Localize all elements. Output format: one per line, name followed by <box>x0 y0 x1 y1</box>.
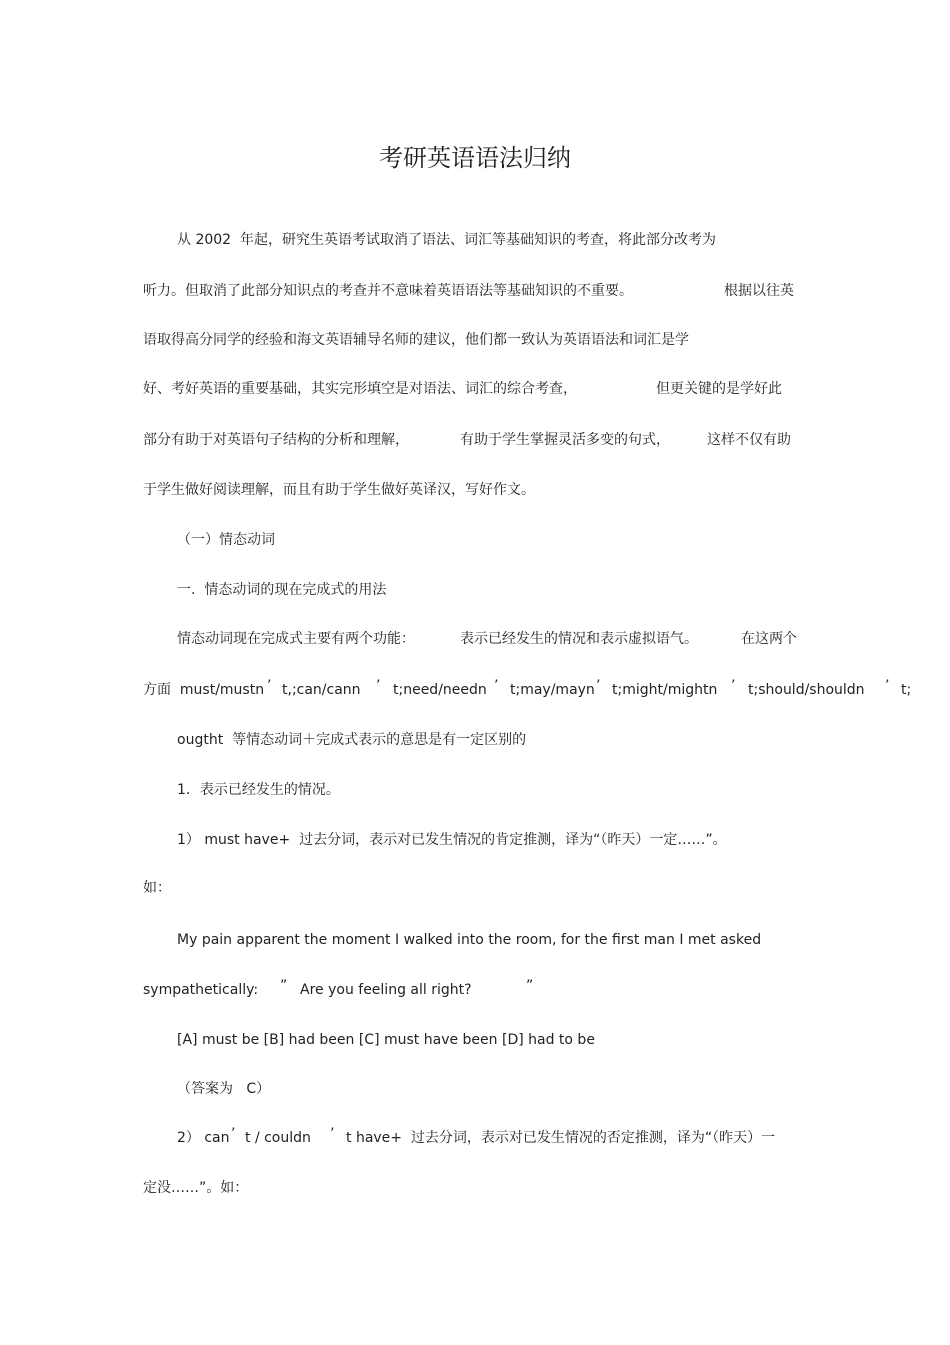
modal-line-t11: t;should/shouldn <box>748 682 865 698</box>
modal-line-t8: ’ <box>596 678 601 694</box>
item-2-part-e: t have+ 过去分词，表示对已发生情况的否定推测，译为“（昨天）一 <box>346 1130 776 1146</box>
intro-line-6: 于学生做好阅读理解，而且有助于学生做好英译汉，写好作文。 <box>143 482 535 498</box>
intro-line-4-part-2: 但更关键的是学好此 <box>656 381 782 397</box>
intro-line-5-part-2: 有助于学生掌握灵活多变的句式， <box>460 432 670 448</box>
intro-line-3: 语取得高分同学的经验和海文英语辅导名师的建议，他们都一致认为英语语法和词汇是学 <box>143 332 689 348</box>
modal-line-t10: ’ <box>731 678 736 694</box>
para1-part-2: 表示已经发生的情况和表示虚拟语气。 <box>460 631 698 647</box>
example-en-line-2-quote-close: ” <box>526 978 534 994</box>
point-1: 1．表示已经发生的情况。 <box>177 782 340 798</box>
example-en-line-2-quote-open: ” <box>280 978 288 994</box>
modal-line-t13: t; <box>901 682 912 698</box>
modal-line-t4: ’ <box>376 678 381 694</box>
intro-line-5-part-1: 部分有助于对英语句子结构的分析和理解， <box>143 432 409 448</box>
modal-line-t6: ’ <box>494 678 499 694</box>
item-2-part-b: ’ <box>231 1126 236 1142</box>
subsection-heading: 一. 情态动词的现在完成式的用法 <box>177 582 387 598</box>
item-2-continuation: 定没……”。如： <box>143 1180 249 1196</box>
modal-line-t1: 方面 must/mustn <box>143 682 265 698</box>
intro-line-1: 从 2002 年起，研究生英语考试取消了语法、词汇等基础知识的考查，将此部分改考为 <box>177 232 716 248</box>
modal-line-t2: ’ <box>267 678 272 694</box>
modal-line-t7: t;may/mayn <box>510 682 595 698</box>
para1-part-1: 情态动词现在完成式主要有两个功能： <box>177 631 415 647</box>
modal-line-t5: t;need/needn <box>393 682 487 698</box>
answer-line: （答案为 C） <box>177 1081 271 1097</box>
modal-line-t9: t;might/mightn <box>612 682 718 698</box>
item-2-part-d: ’ <box>330 1126 335 1142</box>
example-en-line-2-part-2: Are you feeling all right? <box>300 982 472 998</box>
modal-line-t12: ’ <box>885 678 890 694</box>
item-2-part-a: 2） can <box>177 1130 230 1146</box>
ougtht-line: ougtht 等情态动词＋完成式表示的意思是有一定区别的 <box>177 732 527 748</box>
document-title: 考研英语语法归纳 <box>379 144 571 172</box>
example-en-line-2-part-1: sympathetically: <box>143 982 259 998</box>
intro-line-2-part-1: 听力。但取消了此部分知识点的考查并不意味着英语语法等基础知识的不重要。 <box>143 283 633 299</box>
modal-line-t3: t,;can/cann <box>282 682 361 698</box>
intro-line-2-part-2: 根据以往英 <box>724 283 794 299</box>
item-1: 1） must have+ 过去分词，表示对已发生情况的肯定推测，译为“（昨天）一定……”。 <box>177 832 727 848</box>
example-en-line-1: My pain apparent the moment I walked into the room, for the first man I met asked <box>177 932 762 948</box>
section-heading: （一）情态动词 <box>177 532 275 548</box>
example-label: 如： <box>143 880 171 896</box>
para1-part-3: 在这两个 <box>741 631 797 647</box>
intro-line-4-part-1: 好、考好英语的重要基础，其实完形填空是对语法、词汇的综合考查， <box>143 381 577 397</box>
options-line: [A] must be [B] had been [C] must have been [D] had to be <box>177 1032 595 1048</box>
intro-line-5-part-3: 这样不仅有助 <box>707 432 791 448</box>
item-2-part-c: t / couldn <box>245 1130 311 1146</box>
